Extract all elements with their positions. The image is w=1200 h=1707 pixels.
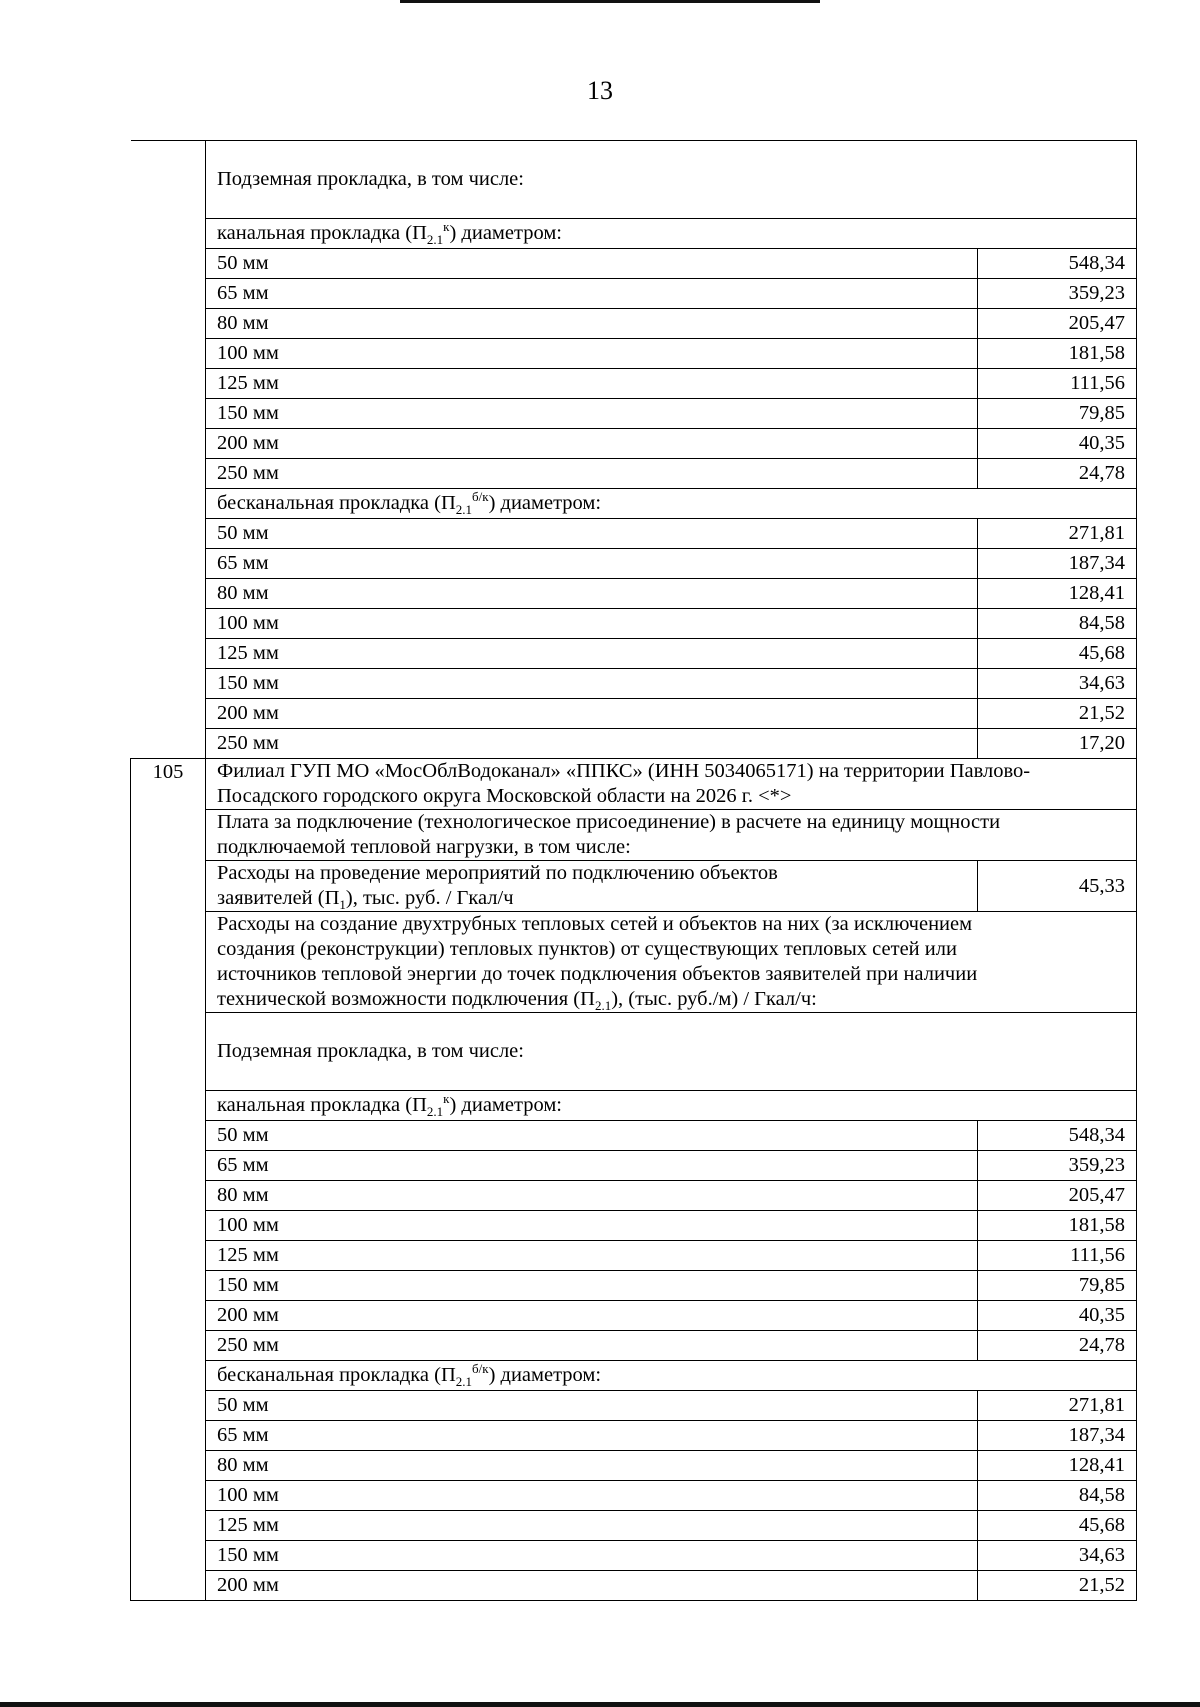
tariff-table: [130, 140, 1137, 1601]
table-row: [131, 810, 1137, 861]
value-cell: 181,58: [978, 1211, 1137, 1241]
table-row: [131, 399, 1137, 429]
value-cell: 79,85: [978, 399, 1137, 429]
fee-description: Плата за подключение (технологическое присоединение) в расчете на единицу мощности подключаемой тепловой нагрузки, в том числе:: [206, 810, 1137, 861]
diameter-cell: 250 мм: [206, 1331, 978, 1361]
nochannel-heading: бесканальная прокладка $(П_{2.1}^{б/к})$ диаметром:: [206, 489, 1137, 519]
table-row: [131, 369, 1137, 399]
table-row: [131, 1541, 1137, 1571]
table-row: [131, 1421, 1137, 1451]
diameter-cell: 80 мм: [206, 309, 978, 339]
item-number: 105: [131, 759, 206, 1601]
value-cell: 34,63: [978, 1541, 1137, 1571]
value-cell: 548,34: [978, 249, 1137, 279]
diameter-cell: 125 мм: [206, 369, 978, 399]
diameter-cell: 150 мм: [206, 1271, 978, 1301]
diameter-cell: 125 мм: [206, 639, 978, 669]
table-row: [131, 609, 1137, 639]
table-row: [131, 1241, 1137, 1271]
value-cell: 21,52: [978, 699, 1137, 729]
value-cell: 128,41: [978, 579, 1137, 609]
value-cell: 181,58: [978, 339, 1137, 369]
underground-heading: Подземная прокладка, в том числе:: [206, 1013, 1137, 1091]
table-row: [131, 141, 1137, 219]
diameter-cell: 100 мм: [206, 339, 978, 369]
value-cell: 45,68: [978, 1511, 1137, 1541]
scan-edge-bottom: [0, 1702, 1200, 1707]
table-row: [131, 729, 1137, 759]
diameter-cell: 200 мм: [206, 699, 978, 729]
table-row: [131, 489, 1137, 519]
nochannel-heading: бесканальная прокладка $(П_{2.1}^{б/к})$ диаметром:: [206, 1361, 1137, 1391]
p1-description: Расходы на проведение мероприятий по подключению объектов заявителей $(П_1)$, тыс. руб. / Гкал/ч: [206, 861, 978, 912]
value-cell: 84,58: [978, 609, 1137, 639]
table-row: [131, 279, 1137, 309]
diameter-cell: 200 мм: [206, 1571, 978, 1601]
diameter-cell: 100 мм: [206, 1211, 978, 1241]
table-row: [131, 519, 1137, 549]
scan-edge-top: [400, 0, 820, 3]
table-row: [131, 1013, 1137, 1091]
tariff-table-body: [131, 141, 1137, 1601]
value-cell: 548,34: [978, 1121, 1137, 1151]
value-cell: 111,56: [978, 1241, 1137, 1271]
value-cell: 24,78: [978, 1331, 1137, 1361]
diameter-cell: 50 мм: [206, 1391, 978, 1421]
table-row: [131, 699, 1137, 729]
table-row: [131, 1091, 1137, 1121]
value-cell: 40,35: [978, 1301, 1137, 1331]
value-cell: 24,78: [978, 459, 1137, 489]
table-row: [131, 1301, 1137, 1331]
value-cell: 359,23: [978, 279, 1137, 309]
diameter-cell: 50 мм: [206, 519, 978, 549]
channel-heading: канальная прокладка $(П_{2.1}^к)$ диаметром:: [206, 219, 1137, 249]
value-cell: 21,52: [978, 1571, 1137, 1601]
value-cell: 271,81: [978, 1391, 1137, 1421]
value-cell: 187,34: [978, 1421, 1137, 1451]
diameter-cell: 150 мм: [206, 1541, 978, 1571]
table-row: [131, 219, 1137, 249]
diameter-cell: 150 мм: [206, 669, 978, 699]
channel-heading: канальная прокладка $(П_{2.1}^к)$ диаметром:: [206, 1091, 1137, 1121]
table-row: [131, 1571, 1137, 1601]
page-number: 13: [587, 76, 613, 105]
p1-value: 45,33: [978, 861, 1137, 912]
table-row: [131, 1511, 1137, 1541]
diameter-cell: 65 мм: [206, 1421, 978, 1451]
diameter-cell: 200 мм: [206, 1301, 978, 1331]
diameter-cell: 200 мм: [206, 429, 978, 459]
diameter-cell: 250 мм: [206, 459, 978, 489]
table-row: [131, 1181, 1137, 1211]
table-row: [131, 579, 1137, 609]
table-row: [131, 1271, 1137, 1301]
diameter-cell: 125 мм: [206, 1511, 978, 1541]
value-cell: 205,47: [978, 309, 1137, 339]
table-row: [131, 249, 1137, 279]
value-cell: 111,56: [978, 369, 1137, 399]
diameter-cell: 65 мм: [206, 279, 978, 309]
table-row: [131, 1481, 1137, 1511]
value-cell: 187,34: [978, 549, 1137, 579]
table-row: [131, 1361, 1137, 1391]
diameter-cell: 80 мм: [206, 1181, 978, 1211]
table-row: [131, 1391, 1137, 1421]
value-cell: 34,63: [978, 669, 1137, 699]
table-row: [131, 1331, 1137, 1361]
value-cell: 45,68: [978, 639, 1137, 669]
table-row: [131, 1211, 1137, 1241]
table-row: [131, 669, 1137, 699]
value-cell: 40,35: [978, 429, 1137, 459]
table-row: [131, 912, 1137, 1013]
value-cell: 79,85: [978, 1271, 1137, 1301]
underground-heading: Подземная прокладка, в том числе:: [206, 141, 1137, 219]
organization-title: Филиал ГУП МО «МосОблВодоканал» «ППКС» (ИНН 5034065171) на территории Павлово- Посадского городского округа Московской области на 2026 г. <*>: [206, 759, 1137, 810]
table-row: [131, 1151, 1137, 1181]
diameter-cell: 100 мм: [206, 1481, 978, 1511]
diameter-cell: 50 мм: [206, 249, 978, 279]
table-row: [131, 339, 1137, 369]
diameter-cell: 80 мм: [206, 579, 978, 609]
p21-description: Расходы на создание двухтрубных тепловых сетей и объектов на них (за исключением создания (реконструкции) тепловых пунктов) от существующих тепловых сетей или источников тепловой энергии до точек подключения объектов заявителей при наличии технической возможности подключения $(П_{2.1})$, (тыс. руб./м) / Гкал/ч:: [206, 912, 1137, 1013]
table-row: [131, 459, 1137, 489]
diameter-cell: 65 мм: [206, 549, 978, 579]
table-row: [131, 1121, 1137, 1151]
value-cell: 84,58: [978, 1481, 1137, 1511]
diameter-cell: 65 мм: [206, 1151, 978, 1181]
value-cell: 128,41: [978, 1451, 1137, 1481]
table-row: [131, 639, 1137, 669]
table-row: [131, 309, 1137, 339]
value-cell: 205,47: [978, 1181, 1137, 1211]
diameter-cell: 250 мм: [206, 729, 978, 759]
value-cell: 359,23: [978, 1151, 1137, 1181]
number-cell: [131, 141, 206, 759]
value-cell: 271,81: [978, 519, 1137, 549]
table-row: [131, 549, 1137, 579]
table-row: [131, 429, 1137, 459]
table-row: [131, 1451, 1137, 1481]
table-row: [131, 759, 1137, 810]
diameter-cell: 100 мм: [206, 609, 978, 639]
diameter-cell: 150 мм: [206, 399, 978, 429]
table-row: [131, 861, 1137, 912]
diameter-cell: 80 мм: [206, 1451, 978, 1481]
diameter-cell: 125 мм: [206, 1241, 978, 1271]
value-cell: 17,20: [978, 729, 1137, 759]
diameter-cell: 50 мм: [206, 1121, 978, 1151]
